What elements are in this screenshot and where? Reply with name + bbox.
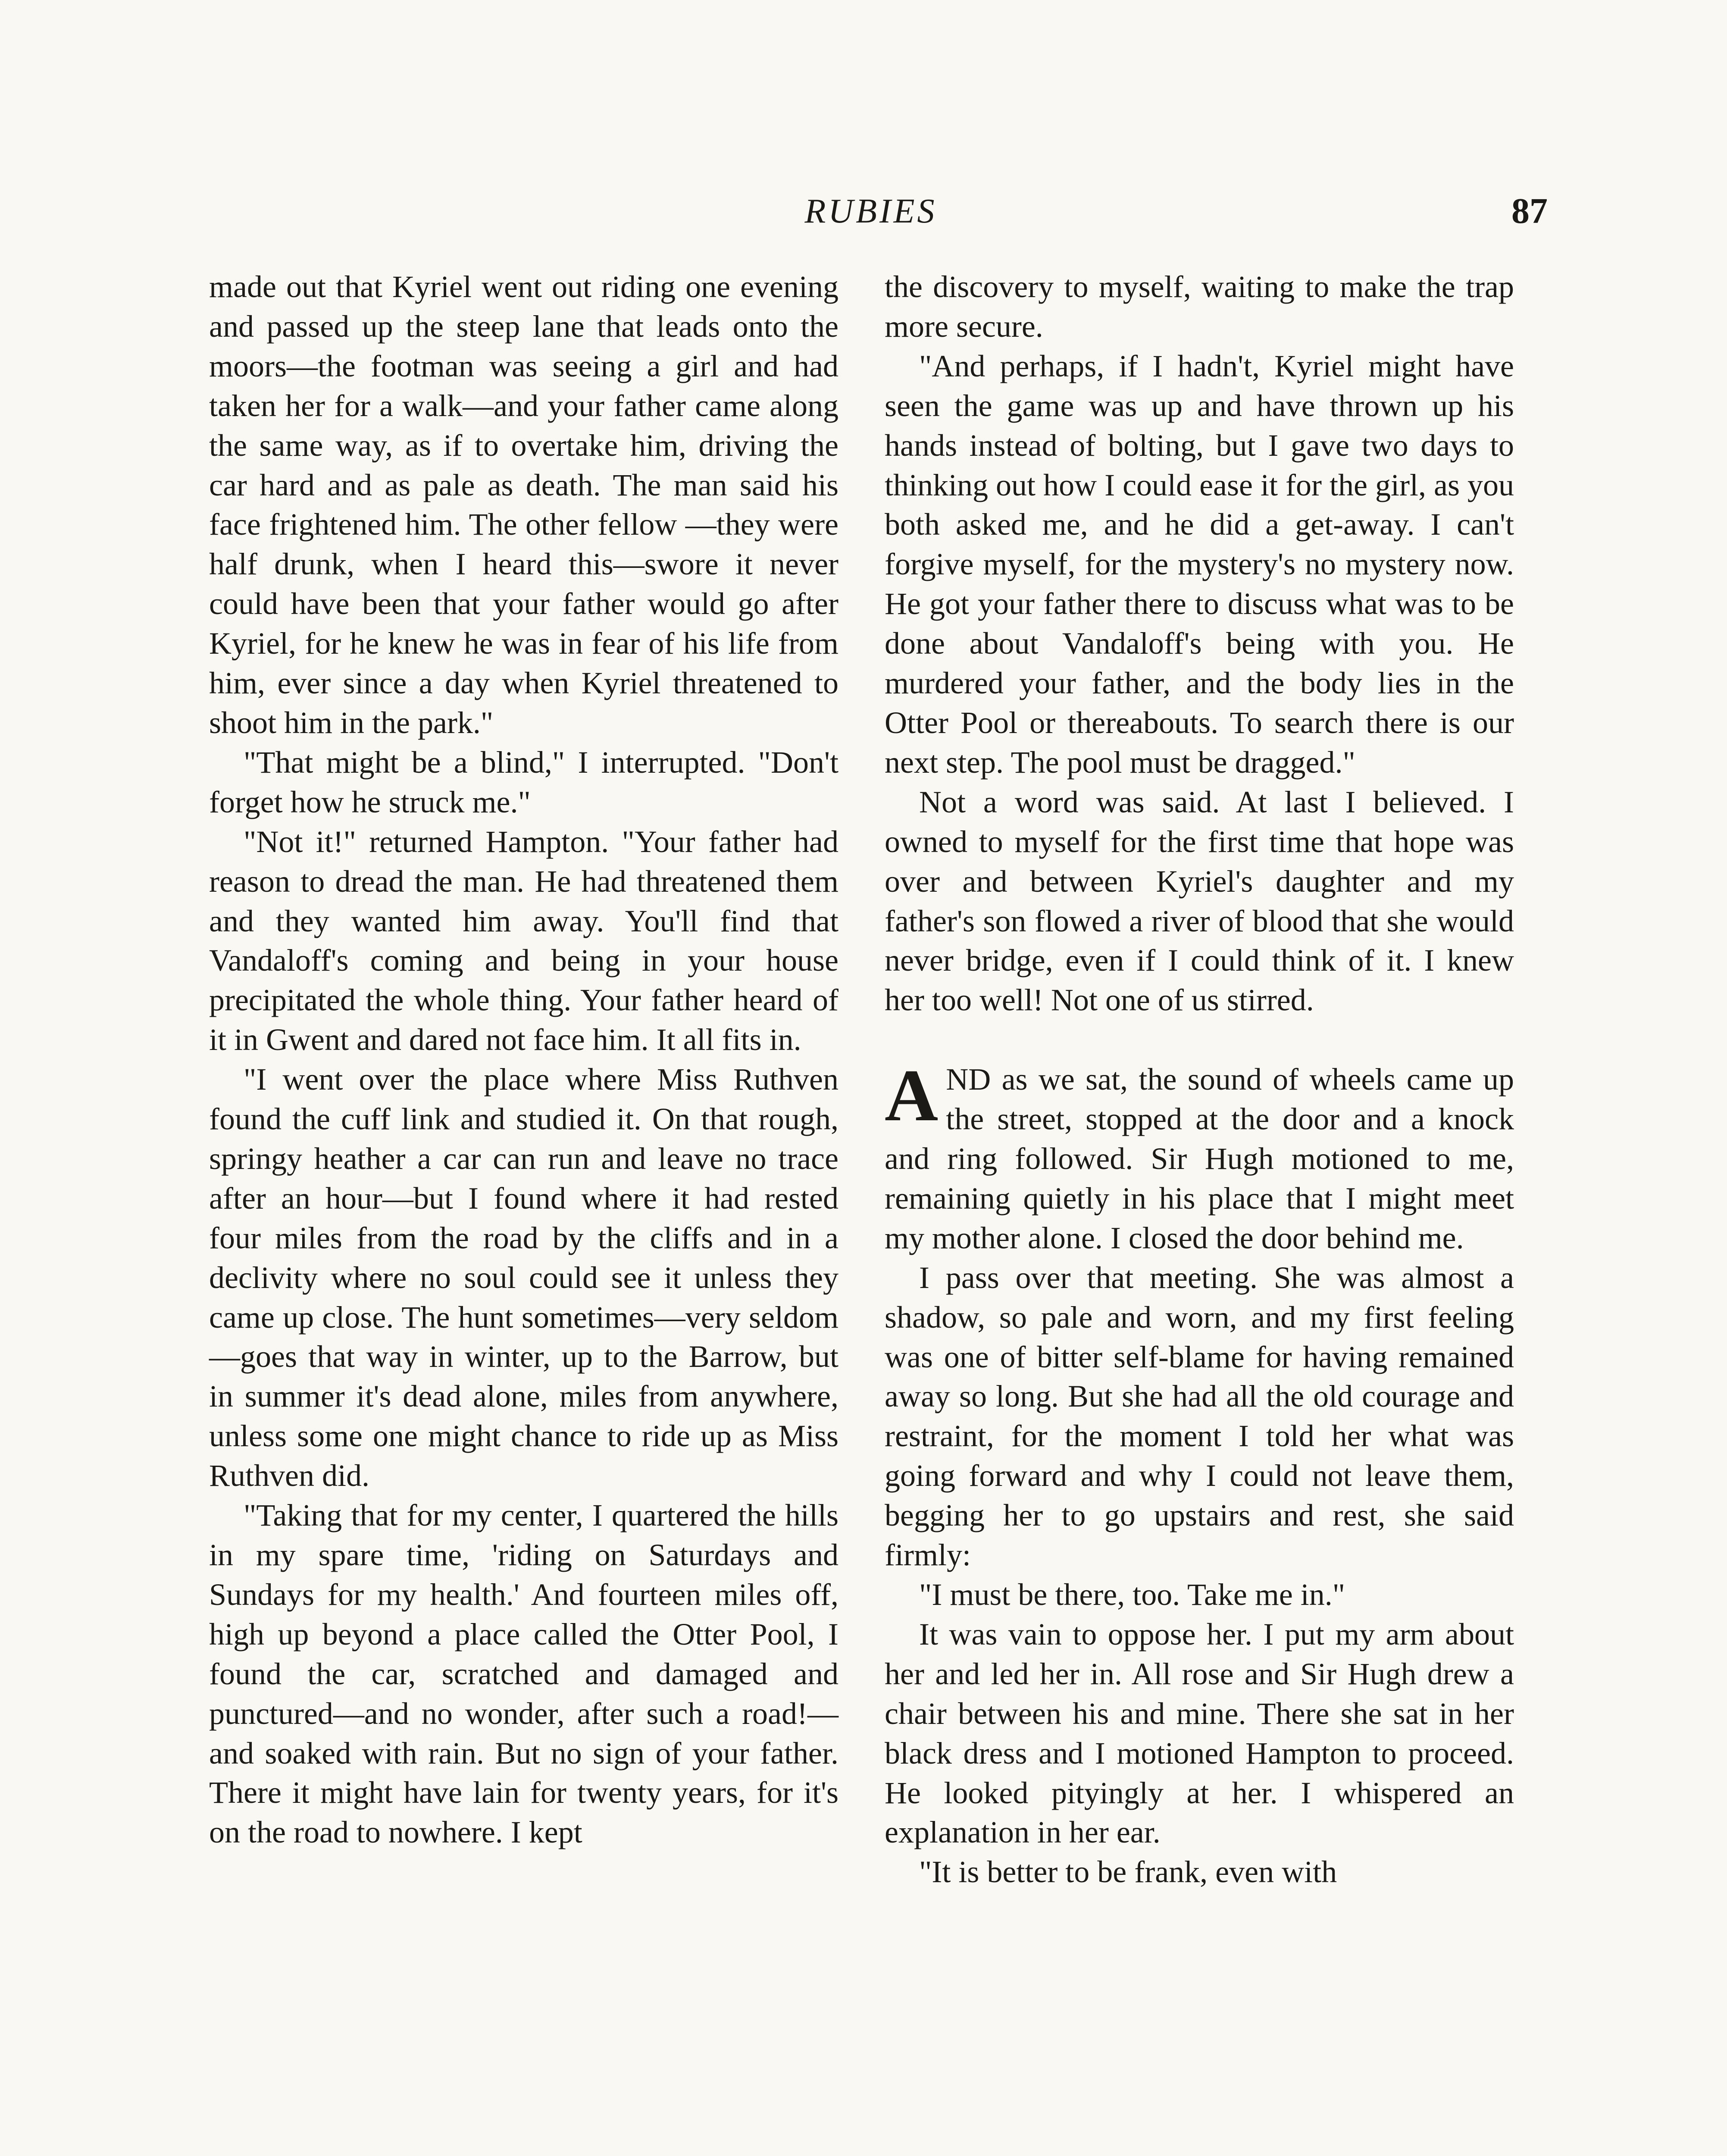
section-opening-paragraph bbox=[885, 1055, 1514, 1258]
paragraph: "I must be there, too. Take me in." bbox=[919, 1577, 1345, 1612]
paragraph: made out that Kyriel went out riding one evening and passed up the steep lane that leads onto the moors—the footman was seeing a girl and had taken her for a walk—and your father came along the same way, as if to overtake him, driving the car hard and as pale as death. The man said his face frightened him. The other fellow —they were half drunk, when I heard this—swore it never could have been that your father would go after Kyriel, for he knew he was in fear of his life from him, ever since a day when Kyriel threatened to shoot him in the park." bbox=[209, 270, 838, 740]
page-header bbox=[0, 190, 1727, 237]
paragraph: "That might be a blind," I interrupted. "Don't forget how he struck me." bbox=[209, 745, 838, 819]
right-column bbox=[885, 267, 1514, 1892]
paragraph: the discovery to myself, waiting to make the trap more secure. bbox=[885, 270, 1514, 344]
paragraph-text: as we sat, the sound of wheels came up the street, stopped at the door and a knock and ring followed. Sir Hugh motioned to me, remaining quietly in his place that I might meet my mother alone. I closed the door behind me. bbox=[885, 1062, 1514, 1255]
paragraph: I pass over that meeting. She was almost a shadow, so pale and worn, and my first feeling was one of bitter self-blame for having remained away so long. But she had all the old courage and restraint, for the moment I told her what was going forward and why I could not leave them, begging her to go upstairs and rest, she said firmly: bbox=[885, 1260, 1514, 1573]
page-number: 87 bbox=[1511, 191, 1548, 231]
running-title: RUBIES bbox=[804, 192, 937, 230]
paragraph: It was vain to oppose her. I put my arm about her and led her in. All rose and Sir Hugh drew a chair between his and mine. There she sat in her black dress and I motioned Hampton to proceed. He looked pityingly at her. I whispered an explanation in her ear. bbox=[885, 1617, 1514, 1850]
paragraph: "It is better to be frank, even with bbox=[919, 1855, 1337, 1890]
paragraph: "I went over the place where Miss Ruthven found the cuff link and studied it. On that rough, springy heather a car can run and leave no trace after an hour—but I found where it had rested four miles from the road by the cliffs and in a declivity where no soul could see it unless they came up close. The hunt sometimes—very seldom—goes that way in winter, up to the Barrow, but in summer it's dead alone, miles from anywhere, unless some one might chance to ride up as Miss Ruthven did. bbox=[209, 1062, 838, 1493]
small-caps-lead: ND bbox=[946, 1062, 991, 1097]
paragraph: "And perhaps, if I hadn't, Kyriel might have seen the game was up and have thrown up his hands instead of bolting, but I gave two days to thinking out how I could ease it for the girl, as you both asked me, and he did a get-away. I can't forgive myself, for the mystery's no mystery now. He got your father there to discuss what was to be done about Vandaloff's being with you. He murdered your father, and the body lies in the Otter Pool or thereabouts. To search there is our next step. The pool must be dragged." bbox=[885, 348, 1514, 780]
paragraph: "Not it!" returned Hampton. "Your father had reason to dread the man. He had threatened them and they wanted him away. You'll find that Vandaloff's coming and being in your house precipitated the whole thing. Your father heard of it in Gwent and dared not face him. It all fits in. bbox=[209, 824, 838, 1057]
left-column bbox=[209, 267, 838, 1852]
paragraph: Not a word was said. At last I believed. I owned to myself for the first time that hope was over and between Kyriel's daughter and my father's son flowed a river of blood that she would never bridge, even if I could think of it. I knew her too well! Not one of us stirred. bbox=[885, 784, 1514, 1018]
drop-cap: A bbox=[885, 1055, 939, 1137]
paragraph: "Taking that for my center, I quartered the hills in my spare time, 'riding on Saturdays and Sundays for my health.' And fourteen miles off, high up beyond a place called the Otter Pool, I found the car, scratched and damaged and punctured—and no wonder, after such a road!—and soaked with rain. But no sign of your father. There it might have lain for twenty years, for it's on the road to nowhere. I kept bbox=[209, 1498, 838, 1850]
